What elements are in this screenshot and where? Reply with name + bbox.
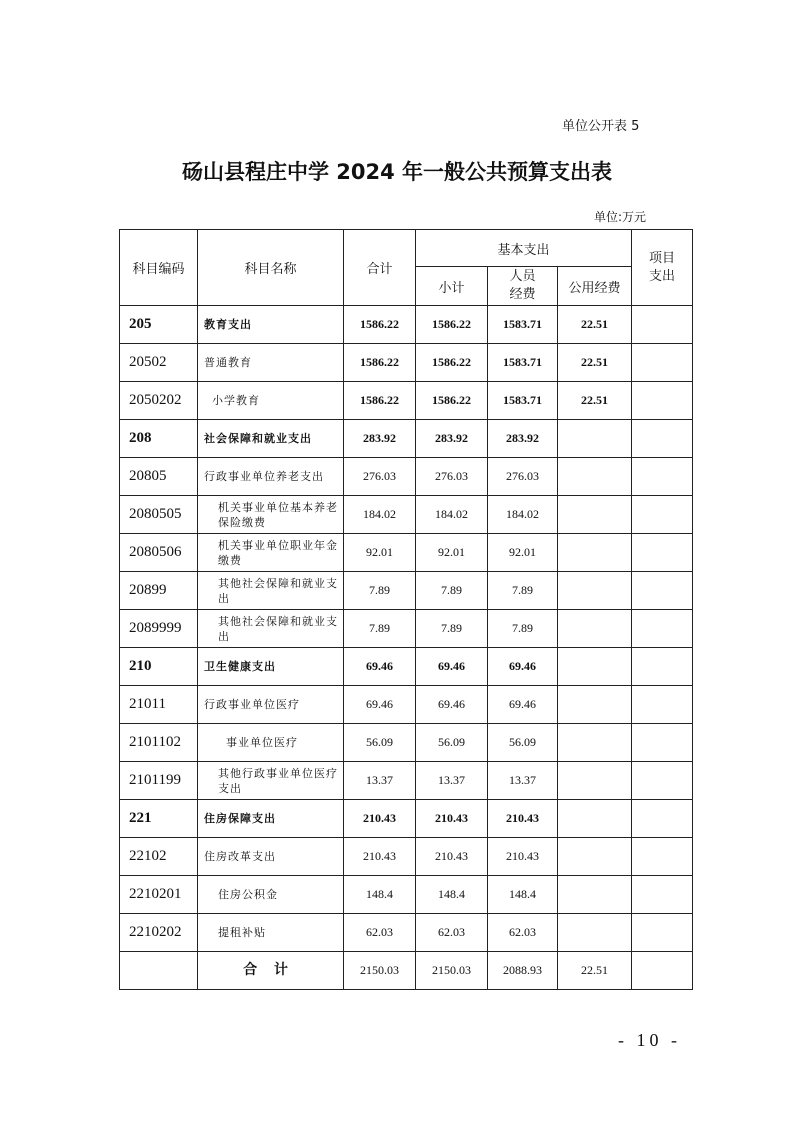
row-subtotal: 276.03 — [416, 458, 488, 496]
row-total: 7.89 — [344, 572, 416, 610]
row-personnel: 1583.71 — [488, 382, 558, 420]
row-personnel: 7.89 — [488, 610, 558, 648]
row-personnel: 210.43 — [488, 838, 558, 876]
row-public — [558, 458, 632, 496]
row-total: 56.09 — [344, 724, 416, 762]
table-row — [120, 496, 693, 534]
row-code: 221 — [120, 800, 198, 838]
row-project — [632, 458, 693, 496]
row-subtotal: 62.03 — [416, 914, 488, 952]
total-public: 22.51 — [558, 952, 632, 990]
row-public — [558, 686, 632, 724]
row-public — [558, 724, 632, 762]
header-project-text: 项目支出 — [648, 250, 675, 284]
row-personnel: 69.46 — [488, 648, 558, 686]
row-personnel: 283.92 — [488, 420, 558, 458]
row-subtotal: 1586.22 — [416, 382, 488, 420]
row-name: 小学教育 — [198, 382, 344, 420]
row-subtotal: 69.46 — [416, 648, 488, 686]
table-number-note: 单位公开表 5 — [562, 119, 640, 134]
row-total: 276.03 — [344, 458, 416, 496]
row-total: 7.89 — [344, 610, 416, 648]
table-row — [120, 800, 693, 838]
row-personnel: 210.43 — [488, 800, 558, 838]
row-name: 其他社会保障和就业支出 — [198, 572, 344, 610]
row-personnel: 184.02 — [488, 496, 558, 534]
row-total: 13.37 — [344, 762, 416, 800]
row-subtotal: 283.92 — [416, 420, 488, 458]
header-public: 公用经费 — [558, 267, 632, 306]
row-personnel: 92.01 — [488, 534, 558, 572]
page-number: - 10 - — [618, 1030, 681, 1050]
row-total: 210.43 — [344, 838, 416, 876]
row-subtotal: 210.43 — [416, 838, 488, 876]
row-project — [632, 762, 693, 800]
row-public — [558, 572, 632, 610]
row-subtotal: 56.09 — [416, 724, 488, 762]
row-subtotal: 148.4 — [416, 876, 488, 914]
row-code: 2101102 — [120, 724, 198, 762]
row-code: 21011 — [120, 686, 198, 724]
row-code: 2050202 — [120, 382, 198, 420]
row-code: 2089999 — [120, 610, 198, 648]
total-personnel: 2088.93 — [488, 952, 558, 990]
table-row — [120, 724, 693, 762]
table-row — [120, 572, 693, 610]
row-name: 住房保障支出 — [198, 800, 344, 838]
row-code: 20502 — [120, 344, 198, 382]
row-public: 22.51 — [558, 344, 632, 382]
table-row — [120, 420, 693, 458]
row-total: 148.4 — [344, 876, 416, 914]
row-code: 208 — [120, 420, 198, 458]
total-subtotal: 2150.03 — [416, 952, 488, 990]
row-public — [558, 534, 632, 572]
row-name: 卫生健康支出 — [198, 648, 344, 686]
table-row — [120, 344, 693, 382]
row-code: 210 — [120, 648, 198, 686]
row-project — [632, 914, 693, 952]
row-personnel: 1583.71 — [488, 344, 558, 382]
row-project — [632, 534, 693, 572]
row-total: 1586.22 — [344, 382, 416, 420]
row-code: 2080506 — [120, 534, 198, 572]
row-total: 69.46 — [344, 686, 416, 724]
row-name: 社会保障和就业支出 — [198, 420, 344, 458]
table-row — [120, 914, 693, 952]
page-title: 砀山县程庄中学 2024 年一般公共预算支出表 — [181, 160, 613, 184]
row-project — [632, 610, 693, 648]
row-personnel: 69.46 — [488, 686, 558, 724]
table-row — [120, 838, 693, 876]
row-public — [558, 762, 632, 800]
table-row — [120, 762, 693, 800]
row-code: 2080505 — [120, 496, 198, 534]
unit-label: 单位:万元 — [594, 210, 647, 224]
row-total: 1586.22 — [344, 344, 416, 382]
row-code: 205 — [120, 306, 198, 344]
row-public — [558, 648, 632, 686]
row-project — [632, 686, 693, 724]
row-name: 其他行政事业单位医疗支出 — [198, 762, 344, 800]
row-project — [632, 382, 693, 420]
row-total: 92.01 — [344, 534, 416, 572]
row-name: 机关事业单位基本养老保险缴费 — [198, 496, 344, 534]
row-public — [558, 876, 632, 914]
row-personnel: 56.09 — [488, 724, 558, 762]
table-row — [120, 458, 693, 496]
row-public — [558, 914, 632, 952]
header-name: 科目名称 — [198, 230, 344, 306]
row-subtotal: 210.43 — [416, 800, 488, 838]
row-name: 行政事业单位养老支出 — [198, 458, 344, 496]
row-project — [632, 496, 693, 534]
row-personnel: 62.03 — [488, 914, 558, 952]
row-project — [632, 648, 693, 686]
row-public — [558, 496, 632, 534]
row-total: 62.03 — [344, 914, 416, 952]
row-name: 住房公积金 — [198, 876, 344, 914]
header-project — [632, 230, 693, 306]
row-public: 22.51 — [558, 382, 632, 420]
row-name: 教育支出 — [198, 306, 344, 344]
header-total: 合计 — [344, 230, 416, 306]
total-project — [632, 952, 693, 990]
row-subtotal: 13.37 — [416, 762, 488, 800]
row-project — [632, 306, 693, 344]
row-project — [632, 876, 693, 914]
row-code: 2210202 — [120, 914, 198, 952]
row-public — [558, 420, 632, 458]
table-row — [120, 610, 693, 648]
row-subtotal: 1586.22 — [416, 344, 488, 382]
header-subtotal: 小计 — [416, 267, 488, 306]
table-row — [120, 686, 693, 724]
row-personnel: 148.4 — [488, 876, 558, 914]
row-public: 22.51 — [558, 306, 632, 344]
row-subtotal: 92.01 — [416, 534, 488, 572]
row-subtotal: 7.89 — [416, 610, 488, 648]
total-label: 合 计 — [198, 952, 344, 990]
row-code: 2210201 — [120, 876, 198, 914]
row-code: 20899 — [120, 572, 198, 610]
row-total: 1586.22 — [344, 306, 416, 344]
row-code: 20805 — [120, 458, 198, 496]
row-personnel: 276.03 — [488, 458, 558, 496]
header-code: 科目编码 — [120, 230, 198, 306]
total-row — [120, 952, 693, 990]
row-subtotal: 69.46 — [416, 686, 488, 724]
header-basic: 基本支出 — [416, 230, 632, 267]
table-row — [120, 876, 693, 914]
table-row — [120, 382, 693, 420]
total-total: 2150.03 — [344, 952, 416, 990]
row-project — [632, 800, 693, 838]
total-code — [120, 952, 198, 990]
row-name: 事业单位医疗 — [198, 724, 344, 762]
row-name: 行政事业单位医疗 — [198, 686, 344, 724]
row-personnel: 13.37 — [488, 762, 558, 800]
row-name: 普通教育 — [198, 344, 344, 382]
row-total: 283.92 — [344, 420, 416, 458]
row-personnel: 1583.71 — [488, 306, 558, 344]
row-name: 住房改革支出 — [198, 838, 344, 876]
row-name: 其他社会保障和就业支出 — [198, 610, 344, 648]
header-personnel-text: 人员经费 — [509, 269, 536, 302]
row-subtotal: 184.02 — [416, 496, 488, 534]
row-total: 184.02 — [344, 496, 416, 534]
row-project — [632, 420, 693, 458]
row-subtotal: 7.89 — [416, 572, 488, 610]
row-code: 22102 — [120, 838, 198, 876]
budget-table — [119, 229, 693, 990]
row-public — [558, 800, 632, 838]
row-project — [632, 838, 693, 876]
header-personnel — [488, 267, 558, 306]
row-name: 机关事业单位职业年金缴费 — [198, 534, 344, 572]
row-public — [558, 838, 632, 876]
row-total: 69.46 — [344, 648, 416, 686]
table-row — [120, 534, 693, 572]
table-row — [120, 306, 693, 344]
row-subtotal: 1586.22 — [416, 306, 488, 344]
row-code: 2101199 — [120, 762, 198, 800]
row-total: 210.43 — [344, 800, 416, 838]
row-public — [558, 610, 632, 648]
table-row — [120, 648, 693, 686]
row-project — [632, 344, 693, 382]
row-personnel: 7.89 — [488, 572, 558, 610]
row-project — [632, 572, 693, 610]
row-project — [632, 724, 693, 762]
row-name: 提租补贴 — [198, 914, 344, 952]
